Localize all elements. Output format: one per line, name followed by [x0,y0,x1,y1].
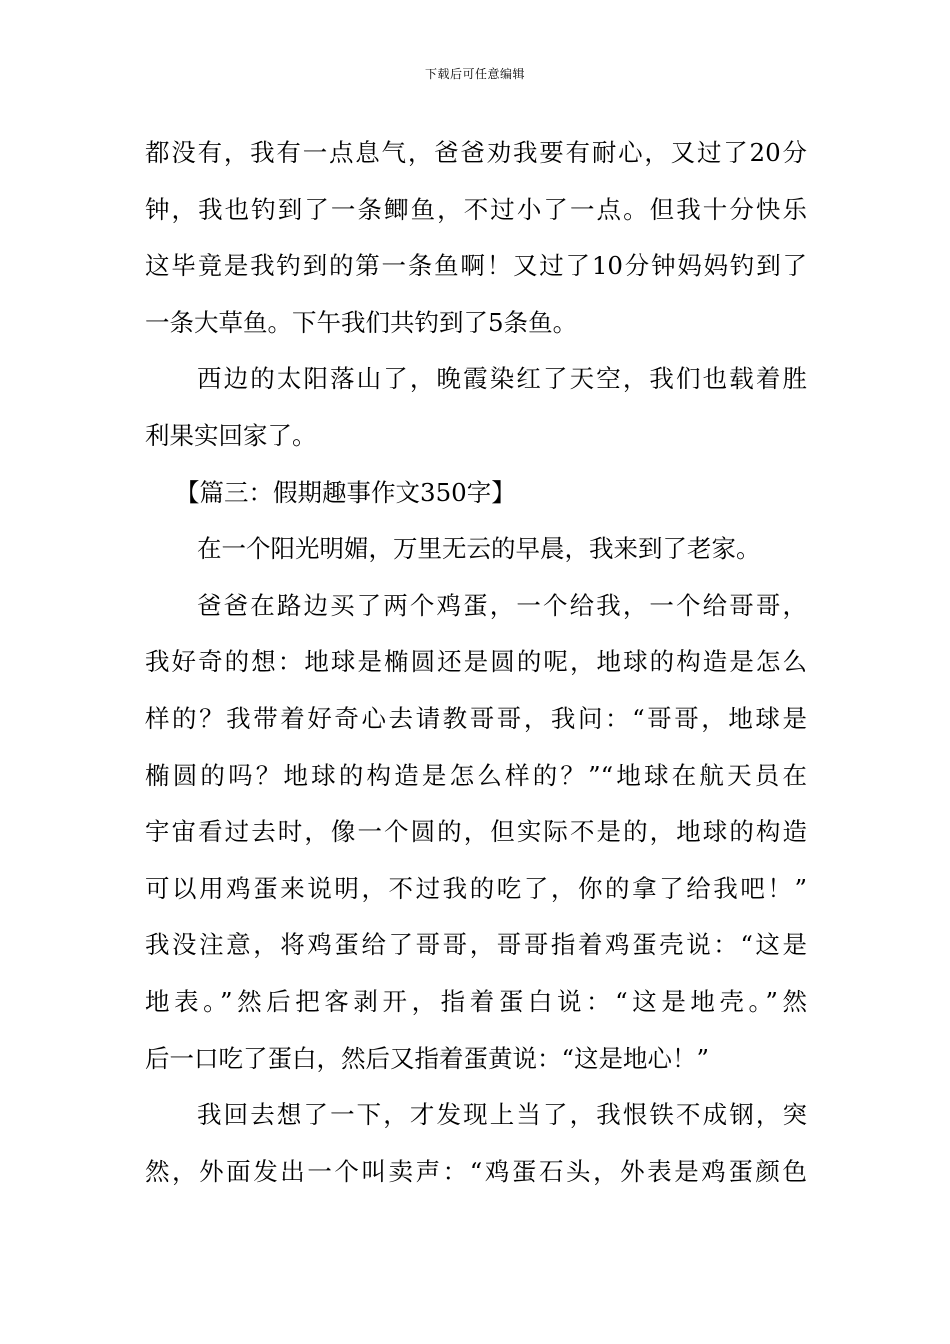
text-line: 钟，我也钓到了一条鲫鱼，不过小了一点。但我十分快乐 [145,194,807,224]
text-line: 在一个阳光明媚，万里无云的早晨，我来到了老家。 [197,534,761,564]
text-line: 利果实回家了。 [145,420,317,450]
page-header: 下载后可任意编辑 [424,67,525,81]
text-line: 都没有，我有一点息气，爸爸劝我要有耐心，又过了20分 [145,138,807,167]
text-line: 一条大草鱼。下午我们共钓到了5条鱼。 [145,307,578,337]
text-line: 后一口吃了蛋白，然后又指着蛋黄说：“这是地心！” [145,1043,710,1073]
text-line: 椭圆的吗？地球的构造是怎么样的？”“地球在航天员在 [145,760,807,790]
text-line: 我好奇的想：地球是椭圆还是圆的呢，地球的构造是怎么 [145,647,807,677]
text-line: 地表。”然后把客剥开，指着蛋白说：“这是地壳。”然 [145,986,807,1016]
text-line: 我没注意，将鸡蛋给了哥哥，哥哥指着鸡蛋壳说：“这是 [145,930,807,960]
text-line: 样的？我带着好奇心去请教哥哥，我问：“哥哥，地球是 [145,703,807,733]
text-line: 这毕竟是我钓到的第一条鱼啊！又过了10分钟妈妈钓到了 [145,251,807,281]
document-body [145,131,807,1206]
text-line: 爸爸在路边买了两个鸡蛋，一个给我，一个给哥哥， [197,590,807,620]
text-line: 然，外面发出一个叫卖声：“鸡蛋石头，外表是鸡蛋颜色 [145,1156,807,1186]
text-line: 我回去想了一下，才发现上当了，我恨铁不成钢，突 [197,1100,807,1130]
section-heading: 【篇三：假期趣事作文350字】 [175,477,516,507]
text-line: 西边的太阳落山了，晚霞染红了天空，我们也载着胜 [197,364,807,394]
text-line: 宇宙看过去时，像一个圆的，但实际不是的，地球的构造 [145,817,807,847]
text-line: 可以用鸡蛋来说明，不过我的吃了，你的拿了给我吧！” [145,873,807,903]
